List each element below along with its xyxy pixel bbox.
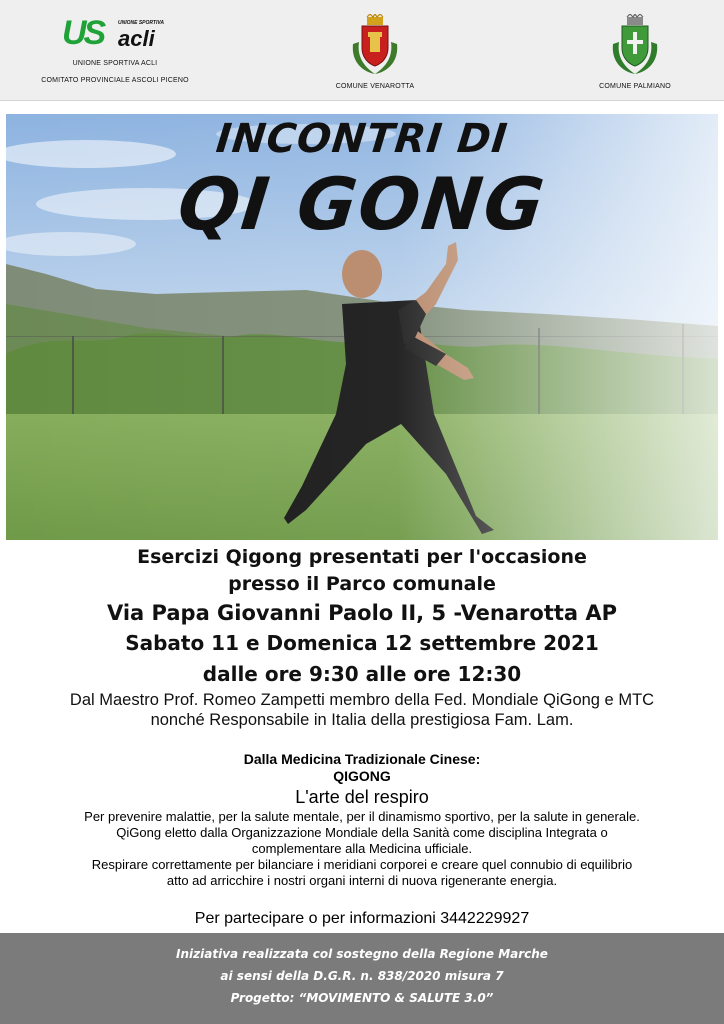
venarotta-name: COMUNE VENAROTTA (335, 83, 415, 90)
acli-mark-text: acli (118, 26, 155, 51)
header-band (0, 0, 724, 101)
palmiano-logo (580, 14, 690, 90)
palmiano-name: COMUNE PALMIANO (599, 83, 671, 90)
palmiano-crest-icon (605, 14, 665, 76)
maestro-line-2: nonché Responsabile in Italia della prestigiosa Fam. Lam. (150, 711, 574, 729)
medicina-body-5: atto ad arricchire i nostri organi interni di nuova rigenerante energia. (166, 873, 558, 888)
medicina-section (0, 750, 724, 889)
us-mark-tagline: UNIONE SPORTIVA (118, 20, 164, 26)
footer-line-2: ai sensi della D.G.R. n. 838/2020 misura 7 (220, 969, 504, 983)
event-info (0, 544, 724, 690)
footer-line-3: Progetto: “MOVIMENTO & SALUTE 3.0” (230, 991, 494, 1005)
us-acli-logo (30, 14, 200, 84)
event-line-1: Esercizi Qigong presentati per l'occasione (137, 546, 587, 568)
medicina-body-3: complementare alla Medicina ufficiale. (251, 841, 473, 856)
maestro-text (0, 690, 724, 730)
venarotta-logo (320, 14, 430, 90)
hero-title-line2: QI GONG (174, 162, 550, 246)
event-dates: Sabato 11 e Domenica 12 settembre 2021 (125, 631, 599, 655)
event-address: Via Papa Giovanni Paolo II, 5 -Venarotta AP (106, 601, 618, 625)
medicina-body-4: Respirare correttamente per bilanciare i meridiani corporei e creare quel connubio di equilibrio (91, 857, 633, 872)
us-acli-name: UNIONE SPORTIVA ACLI (72, 60, 158, 67)
medicina-body-1: Per prevenire malattie, per la salute mentale, per il dinamismo sportivo, per la salute in generale. (84, 809, 640, 824)
us-acli-mark (30, 14, 200, 56)
hero-photo (6, 114, 718, 540)
us-mark-text: US (62, 14, 104, 52)
footer-band (0, 933, 724, 1024)
qigong-heading: QIGONG (333, 768, 391, 784)
venarotta-crest-icon (345, 14, 405, 76)
contact-line: Per partecipare o per informazioni 3442229927 (194, 910, 530, 927)
maestro-line-1: Dal Maestro Prof. Romeo Zampetti membro della Fed. Mondiale QiGong e MTC (69, 691, 655, 709)
event-line-2: presso il Parco comunale (228, 573, 496, 595)
us-acli-committee: COMITATO PROVINCIALE ASCOLI PICENO (41, 77, 189, 84)
arte-respiro-heading: L'arte del respiro (295, 787, 429, 807)
medicina-body-2: QiGong eletto dalla Organizzazione Mondiale della Sanità come disciplina Integrata o (116, 825, 608, 840)
hero-title-line1: INCONTRI DI (213, 116, 511, 162)
footer-line-1: Iniziativa realizzata col sostegno della Regione Marche (176, 947, 548, 961)
event-hours: dalle ore 9:30 alle ore 12:30 (202, 662, 522, 686)
medicina-heading: Dalla Medicina Tradizionale Cinese: (243, 751, 481, 767)
